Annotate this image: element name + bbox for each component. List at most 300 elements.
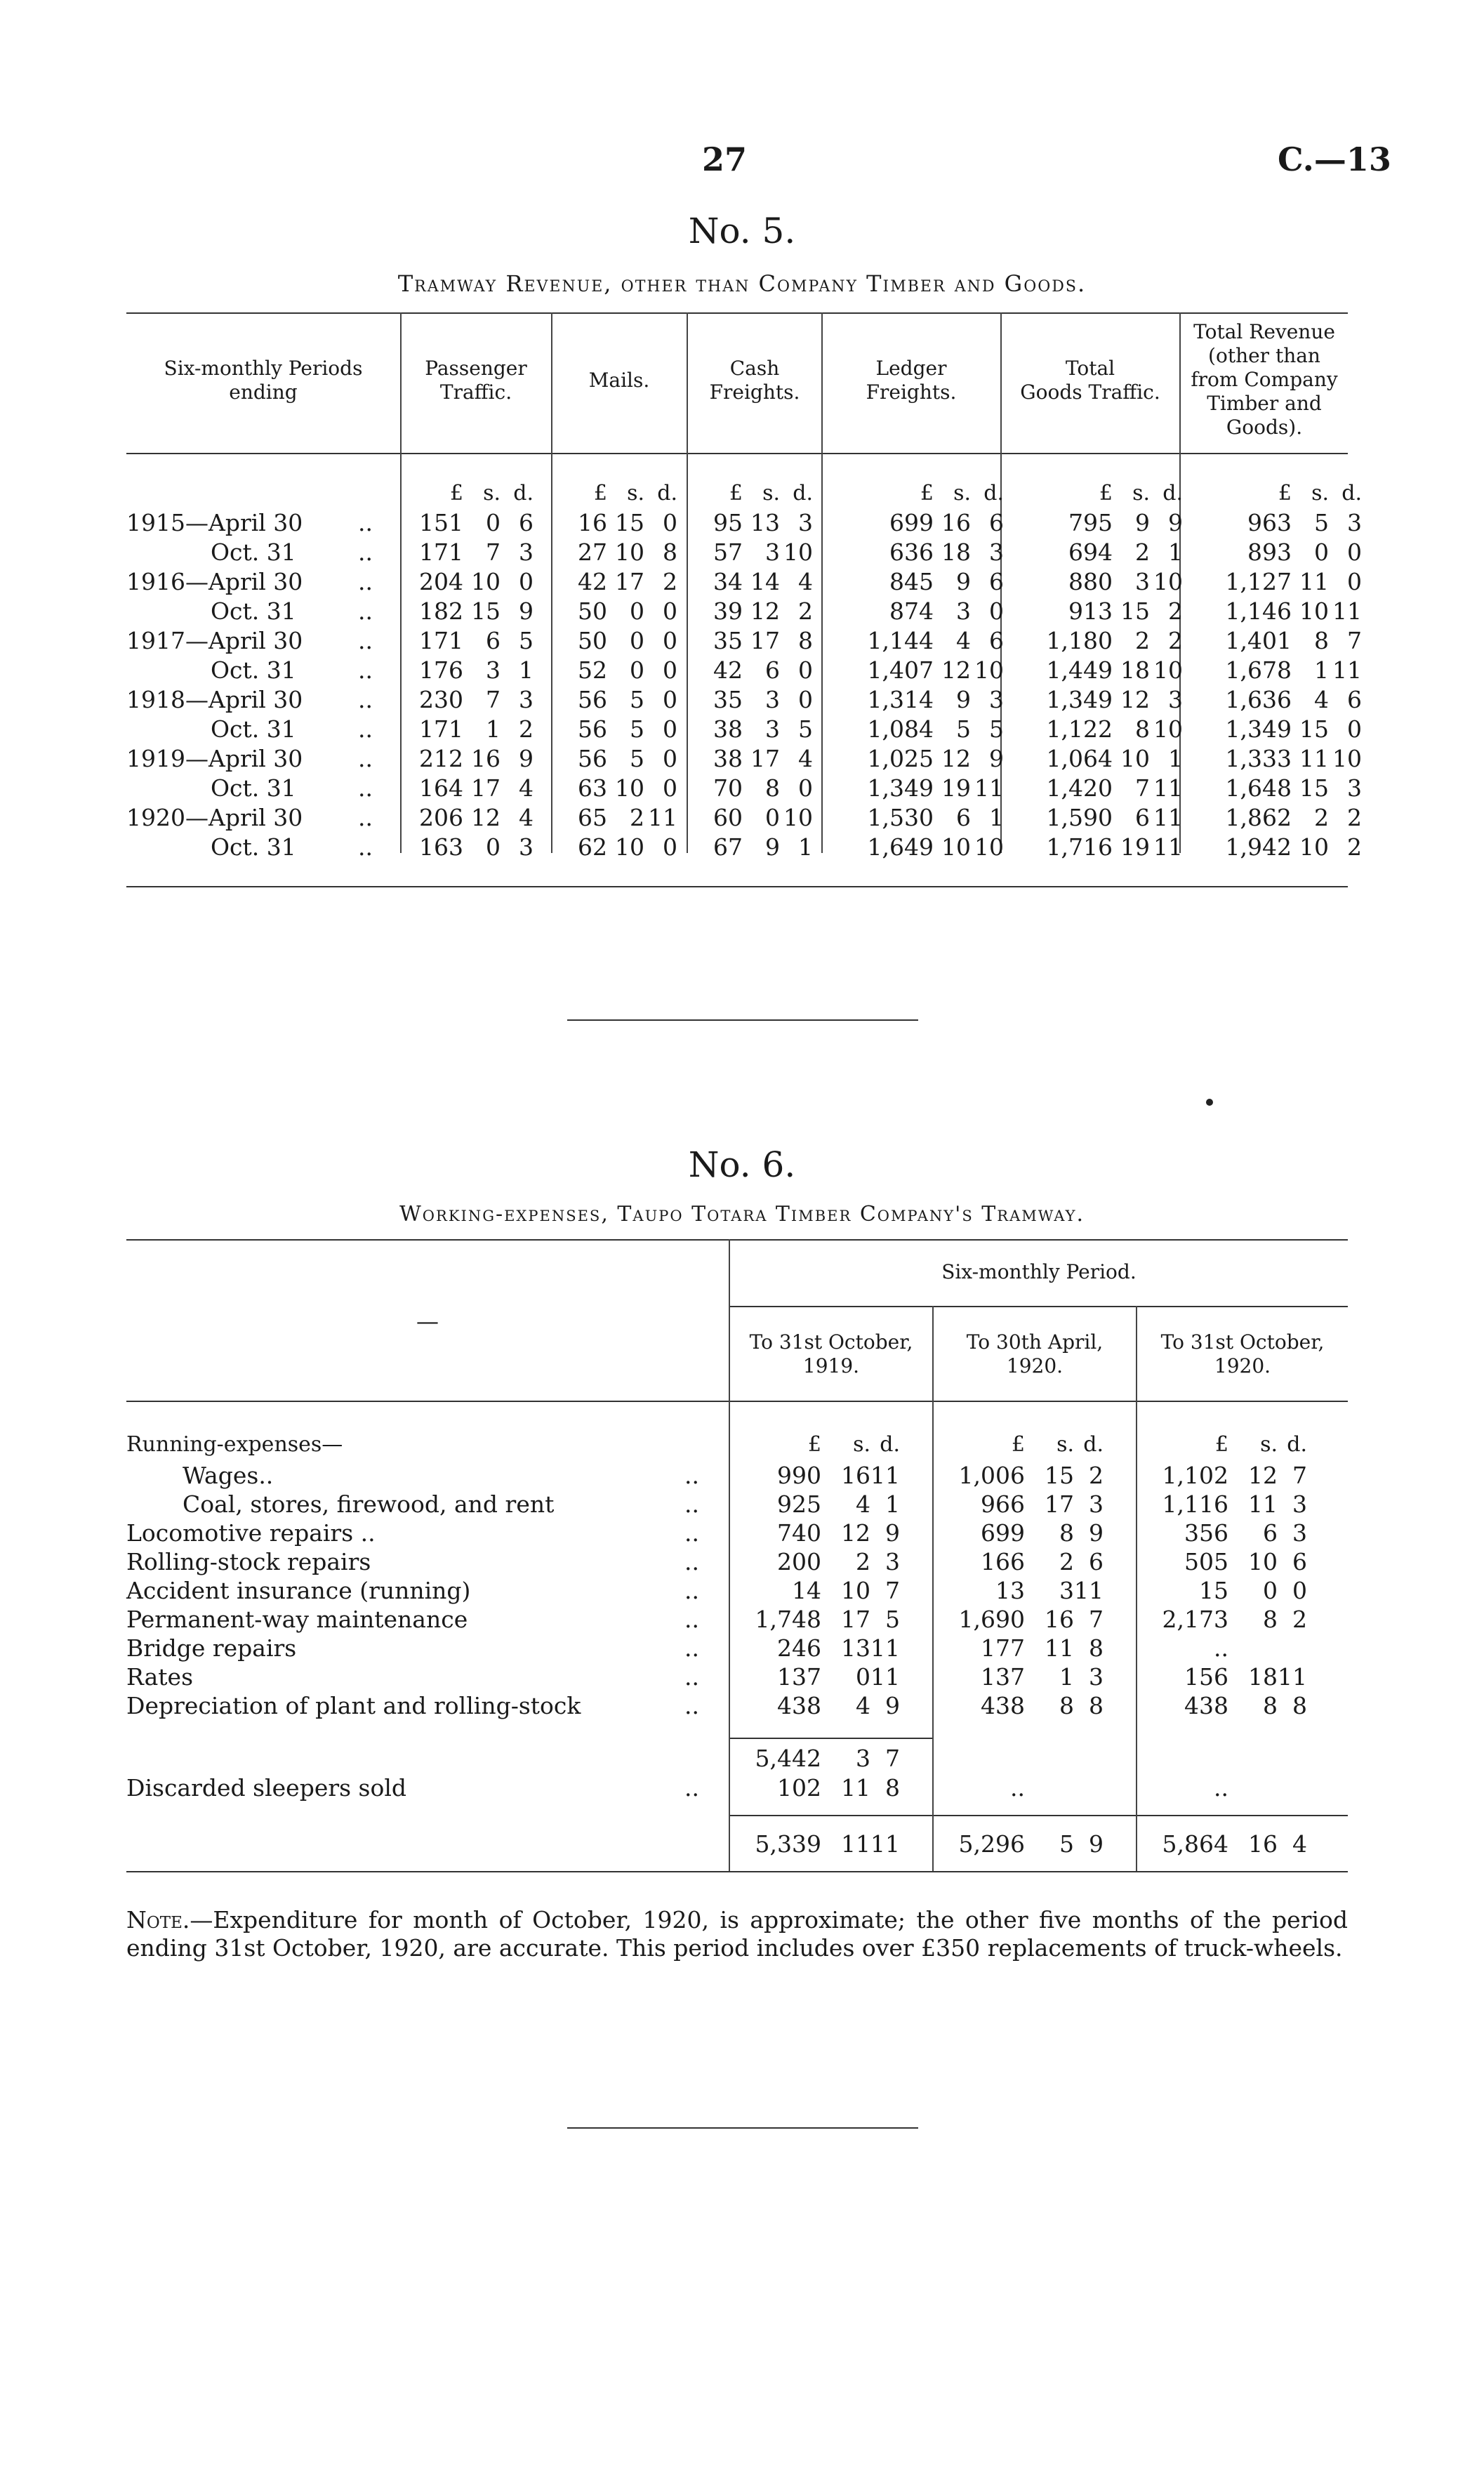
leader-dots: .. bbox=[684, 1490, 699, 1518]
amount-cell: 2 bbox=[663, 568, 677, 595]
amount-cell: 0 bbox=[798, 686, 813, 713]
amount-cell: 1,349 bbox=[1046, 686, 1113, 713]
amount-cell: 9 bbox=[1089, 1830, 1104, 1858]
amount-cell: 1,349 bbox=[867, 774, 934, 802]
table5-header-passenger: Passenger Traffic. bbox=[425, 357, 527, 404]
amount-cell: 2 bbox=[630, 804, 644, 831]
amount-cell: 1 bbox=[798, 833, 813, 861]
amount-cell: 0 bbox=[663, 774, 677, 802]
expense-label: Coal, stores, firewood, and rent bbox=[183, 1490, 555, 1518]
leader-dots: .. bbox=[358, 804, 373, 831]
amount-cell: 845 bbox=[889, 568, 934, 595]
amount-cell: 16 bbox=[1045, 1606, 1074, 1633]
table5-unit-label: d. bbox=[793, 481, 813, 505]
amount-cell: 9 bbox=[765, 833, 780, 861]
amount-cell: 156 bbox=[1184, 1663, 1228, 1691]
table6-number: No. 6. bbox=[688, 1144, 796, 1185]
amount-cell: 6 bbox=[1135, 804, 1150, 831]
amount-cell: 4 bbox=[956, 627, 971, 654]
amount-cell: 8 bbox=[798, 627, 813, 654]
leader-dots: .. bbox=[684, 1548, 699, 1575]
amount-cell: 13 bbox=[750, 509, 780, 536]
amount-cell: 11 bbox=[974, 774, 1004, 802]
amount-cell: 12 bbox=[941, 745, 971, 772]
amount-cell: 16 bbox=[578, 509, 607, 536]
table-row bbox=[0, 833, 1484, 862]
amount-cell: 6 bbox=[519, 509, 534, 536]
table-row bbox=[0, 1519, 1484, 1548]
footer-rule bbox=[567, 2127, 918, 2129]
amount-cell: 438 bbox=[777, 1692, 821, 1719]
amount-cell: 4 bbox=[798, 568, 813, 595]
table5-unit-label: d. bbox=[983, 481, 1004, 505]
amount-cell: 3 bbox=[989, 686, 1004, 713]
table5-header-ledger: Ledger Freights. bbox=[866, 357, 957, 404]
amount-cell: 70 bbox=[713, 774, 743, 802]
table-row bbox=[0, 509, 1484, 538]
total-row bbox=[0, 1830, 1484, 1859]
amount-cell: 246 bbox=[777, 1634, 821, 1662]
amount-cell: 2 bbox=[1314, 804, 1329, 831]
amount-cell: 163 bbox=[419, 833, 463, 861]
table-row bbox=[0, 1692, 1484, 1721]
amount-cell: 9 bbox=[885, 1519, 900, 1547]
amount-cell: 966 bbox=[981, 1490, 1025, 1518]
page-number: 27 bbox=[702, 140, 748, 178]
table5-unit-label: £ bbox=[1099, 481, 1113, 505]
amount-cell: 7 bbox=[1347, 627, 1362, 654]
table-row bbox=[0, 627, 1484, 656]
amount-cell: 62 bbox=[578, 833, 607, 861]
table6-subtotal-rule bbox=[729, 1738, 932, 1739]
amount-cell: 12 bbox=[750, 597, 780, 625]
amount-cell: 2,173 bbox=[1162, 1606, 1228, 1633]
amount-cell: 9 bbox=[1089, 1519, 1104, 1547]
amount-cell: 38 bbox=[713, 745, 743, 772]
amount-cell: 2 bbox=[1168, 627, 1183, 654]
table-row bbox=[0, 1548, 1484, 1577]
amount-cell: 0 bbox=[663, 745, 677, 772]
amount-cell: 5 bbox=[885, 1606, 900, 1633]
amount-cell: 206 bbox=[419, 804, 463, 831]
table5-header-period: Six-monthly Periods ending bbox=[164, 357, 363, 404]
amount-cell: 1,146 bbox=[1225, 597, 1292, 625]
table-row bbox=[0, 1634, 1484, 1663]
period-label: Oct. 31 bbox=[211, 538, 296, 566]
amount-cell: 42 bbox=[578, 568, 607, 595]
table-row bbox=[0, 1774, 1484, 1803]
amount-cell: 13 bbox=[841, 1634, 870, 1662]
leader-dots: .. bbox=[358, 627, 373, 654]
amount-cell: 2 bbox=[519, 715, 534, 743]
amount-cell: 5,339 bbox=[755, 1830, 821, 1858]
amount-cell: 505 bbox=[1184, 1548, 1228, 1575]
amount-cell: 1,314 bbox=[867, 686, 934, 713]
period-label: Oct. 31 bbox=[211, 833, 296, 861]
table-row bbox=[0, 656, 1484, 685]
amount-cell: 11 bbox=[870, 1663, 900, 1691]
amount-cell: 11 bbox=[1074, 1577, 1104, 1604]
amount-cell: 1,102 bbox=[1162, 1462, 1228, 1489]
amount-cell: 15 bbox=[1299, 774, 1329, 802]
period-label: 1916—April 30 bbox=[126, 568, 303, 595]
table6-stub-header: — bbox=[416, 1308, 439, 1335]
amount-cell: 35 bbox=[713, 627, 743, 654]
amount-cell: 8 bbox=[1263, 1606, 1278, 1633]
amount-cell: 2 bbox=[1135, 538, 1150, 566]
table5-unit-label: d. bbox=[1162, 481, 1183, 505]
amount-cell: 35 bbox=[713, 686, 743, 713]
amount-cell: 7 bbox=[1135, 774, 1150, 802]
amount-cell: 893 bbox=[1247, 538, 1292, 566]
amount-cell: 102 bbox=[777, 1774, 821, 1802]
table6-group-header: Six-monthly Period. bbox=[941, 1260, 1137, 1283]
table-row bbox=[0, 745, 1484, 774]
amount-cell: 56 bbox=[578, 715, 607, 743]
amount-cell: 10 bbox=[1153, 568, 1183, 595]
amount-cell: 10 bbox=[1299, 833, 1329, 861]
footnote-text: —Expenditure for month of October, 1920, is approximate; the other five months of the period ending 31st October, 1920, are accurate. This period includes over £350 replacements of truck-wheels. bbox=[126, 1906, 1348, 1962]
amount-cell: 12 bbox=[941, 656, 971, 684]
amount-cell: 740 bbox=[777, 1519, 821, 1547]
amount-cell: 0 bbox=[1314, 538, 1329, 566]
amount-cell: 1 bbox=[989, 804, 1004, 831]
leader-dots: .. bbox=[358, 715, 373, 743]
table6-unit-label: £ bbox=[1214, 1432, 1228, 1457]
ink-mark bbox=[1206, 1099, 1213, 1106]
amount-cell: 8 bbox=[1059, 1692, 1074, 1719]
table6-bottom-rule bbox=[126, 1871, 1348, 1872]
amount-cell: 1,401 bbox=[1225, 627, 1292, 654]
amount-cell: 10 bbox=[1153, 715, 1183, 743]
amount-cell: 42 bbox=[713, 656, 743, 684]
table-row bbox=[0, 774, 1484, 803]
amount-cell: 3 bbox=[519, 833, 534, 861]
table5-number: No. 5. bbox=[688, 211, 796, 251]
amount-cell: 699 bbox=[889, 509, 934, 536]
amount-cell: 3 bbox=[1347, 774, 1362, 802]
amount-cell: 0 bbox=[856, 1663, 870, 1691]
amount-cell: 16 bbox=[471, 745, 501, 772]
amount-cell: 1,006 bbox=[958, 1462, 1025, 1489]
amount-cell: 8 bbox=[1089, 1692, 1104, 1719]
amount-cell: 1,648 bbox=[1225, 774, 1292, 802]
table5-unit-label: s. bbox=[762, 481, 780, 505]
amount-cell: 8 bbox=[765, 774, 780, 802]
amount-cell: 5 bbox=[630, 715, 644, 743]
amount-cell: 1,449 bbox=[1046, 656, 1113, 684]
amount-cell: 3 bbox=[765, 715, 780, 743]
amount-cell: 11 bbox=[1153, 804, 1183, 831]
amount-cell: 11 bbox=[1248, 1490, 1278, 1518]
amount-cell: 2 bbox=[798, 597, 813, 625]
table5-header-cash: Cash Freights. bbox=[709, 357, 800, 404]
amount-cell: 0 bbox=[1347, 715, 1362, 743]
amount-cell: 1,716 bbox=[1046, 833, 1113, 861]
amount-cell: 6 bbox=[989, 627, 1004, 654]
amount-cell: 56 bbox=[578, 686, 607, 713]
table-row bbox=[0, 686, 1484, 715]
amount-cell: 19 bbox=[1120, 833, 1150, 861]
amount-cell: 880 bbox=[1068, 568, 1113, 595]
table5-unit-label: £ bbox=[593, 481, 607, 505]
period-label: 1917—April 30 bbox=[126, 627, 303, 654]
amount-cell: 2 bbox=[1347, 833, 1362, 861]
amount-cell: 0 bbox=[765, 804, 780, 831]
amount-cell: 27 bbox=[578, 538, 607, 566]
amount-cell: 9 bbox=[989, 745, 1004, 772]
subtotal-row bbox=[0, 1745, 1484, 1773]
amount-cell: 1,116 bbox=[1162, 1490, 1228, 1518]
table6-unit-label: s. bbox=[1260, 1432, 1278, 1457]
amount-cell: 6 bbox=[1089, 1548, 1104, 1575]
amount-cell: 16 bbox=[941, 509, 971, 536]
amount-cell: 7 bbox=[486, 538, 501, 566]
table6-unit-label: £ bbox=[1011, 1432, 1025, 1457]
amount-cell: 3 bbox=[1168, 686, 1183, 713]
amount-cell: .. bbox=[1214, 1774, 1228, 1802]
amount-cell: 2 bbox=[1168, 597, 1183, 625]
table6-top-rule bbox=[126, 1239, 1348, 1241]
amount-cell: 34 bbox=[713, 568, 743, 595]
amount-cell: 1,333 bbox=[1225, 745, 1292, 772]
amount-cell: 2 bbox=[1089, 1462, 1104, 1489]
amount-cell: 5,864 bbox=[1162, 1830, 1228, 1858]
period-label: Oct. 31 bbox=[211, 774, 296, 802]
amount-cell: 16 bbox=[1248, 1830, 1278, 1858]
leader-dots: .. bbox=[358, 833, 373, 861]
expense-label: Rolling-stock repairs bbox=[126, 1548, 371, 1575]
amount-cell: 3 bbox=[1089, 1490, 1104, 1518]
amount-cell: 1,678 bbox=[1225, 656, 1292, 684]
expense-label: Rates bbox=[126, 1663, 194, 1691]
table6-col-header-3: To 31st October, 1920. bbox=[1160, 1330, 1325, 1377]
amount-cell: 1,084 bbox=[867, 715, 934, 743]
leader-dots: .. bbox=[684, 1519, 699, 1547]
table5-title: Tramway Revenue, other than Company Timber and Goods. bbox=[397, 270, 1087, 297]
amount-cell: 166 bbox=[981, 1548, 1025, 1575]
table-row bbox=[0, 1663, 1484, 1692]
amount-cell: 15 bbox=[471, 597, 501, 625]
amount-cell: 1 bbox=[519, 656, 534, 684]
table5-header-total: Total Revenue (other than from Company Timber and Goods). bbox=[1191, 320, 1338, 439]
section-separator bbox=[567, 1019, 918, 1021]
table6-title: Working-expenses, Taupo Totara Timber Company's Tramway. bbox=[399, 1202, 1085, 1227]
table6-group-rule bbox=[729, 1306, 1348, 1307]
leader-dots: .. bbox=[684, 1462, 699, 1489]
amount-cell: 11 bbox=[1299, 745, 1329, 772]
amount-cell: 694 bbox=[1068, 538, 1113, 566]
amount-cell: 0 bbox=[663, 715, 677, 743]
amount-cell: 9 bbox=[519, 745, 534, 772]
amount-cell: 0 bbox=[663, 597, 677, 625]
table6-unit-label: s. bbox=[853, 1432, 870, 1457]
period-label: Oct. 31 bbox=[211, 597, 296, 625]
table5-unit-label: s. bbox=[953, 481, 971, 505]
amount-cell: 1 bbox=[1059, 1663, 1074, 1691]
amount-cell: 11 bbox=[1332, 597, 1362, 625]
table-row bbox=[0, 538, 1484, 567]
amount-cell: 3 bbox=[765, 538, 780, 566]
amount-cell: 14 bbox=[792, 1577, 821, 1604]
amount-cell: 1,590 bbox=[1046, 804, 1113, 831]
leader-dots: .. bbox=[684, 1692, 699, 1719]
table6-units bbox=[0, 1432, 1484, 1461]
amount-cell: 8 bbox=[1314, 627, 1329, 654]
table5-unit-label: d. bbox=[657, 481, 677, 505]
amount-cell: 137 bbox=[777, 1663, 821, 1691]
amount-cell: 10 bbox=[783, 804, 813, 831]
amount-cell: 17 bbox=[750, 627, 780, 654]
amount-cell: 17 bbox=[841, 1606, 870, 1633]
amount-cell: 2 bbox=[1347, 804, 1362, 831]
amount-cell: 1,025 bbox=[867, 745, 934, 772]
amount-cell: 164 bbox=[419, 774, 463, 802]
amount-cell: 137 bbox=[981, 1663, 1025, 1691]
amount-cell: 0 bbox=[663, 833, 677, 861]
amount-cell: 17 bbox=[750, 745, 780, 772]
amount-cell: 8 bbox=[663, 538, 677, 566]
amount-cell: 2 bbox=[1135, 627, 1150, 654]
table-row bbox=[0, 597, 1484, 626]
table5-unit-label: £ bbox=[920, 481, 934, 505]
amount-cell: .. bbox=[1010, 1774, 1025, 1802]
amount-cell: 177 bbox=[981, 1634, 1025, 1662]
amount-cell: 10 bbox=[941, 833, 971, 861]
amount-cell: 12 bbox=[1120, 686, 1150, 713]
table5-unit-label: s. bbox=[1132, 481, 1150, 505]
amount-cell: 17 bbox=[1045, 1490, 1074, 1518]
table5-unit-label: s. bbox=[1311, 481, 1329, 505]
amount-cell: 4 bbox=[1292, 1830, 1307, 1858]
footnote-title: Note. bbox=[126, 1906, 190, 1933]
table6-unit-label: d. bbox=[880, 1432, 900, 1457]
amount-cell: 6 bbox=[989, 568, 1004, 595]
expense-label: Bridge repairs bbox=[126, 1634, 297, 1662]
table5-unit-label: £ bbox=[1278, 481, 1292, 505]
amount-cell: 5 bbox=[798, 715, 813, 743]
amount-cell: 12 bbox=[1248, 1462, 1278, 1489]
period-label: 1918—April 30 bbox=[126, 686, 303, 713]
amount-cell: 913 bbox=[1068, 597, 1113, 625]
amount-cell: 10 bbox=[783, 538, 813, 566]
amount-cell: 0 bbox=[798, 656, 813, 684]
amount-cell: 7 bbox=[885, 1577, 900, 1604]
amount-cell: 3 bbox=[519, 686, 534, 713]
amount-cell: 699 bbox=[981, 1519, 1025, 1547]
amount-cell: 874 bbox=[889, 597, 934, 625]
period-label: Oct. 31 bbox=[211, 715, 296, 743]
amount-cell: 52 bbox=[578, 656, 607, 684]
amount-cell: 1,649 bbox=[867, 833, 934, 861]
amount-cell: 10 bbox=[1153, 656, 1183, 684]
amount-cell: 15 bbox=[1199, 1577, 1228, 1604]
table5-header-mails: Mails. bbox=[588, 369, 650, 392]
expense-label: Accident insurance (running) bbox=[126, 1577, 471, 1604]
amount-cell: 0 bbox=[1263, 1577, 1278, 1604]
amount-cell: 39 bbox=[713, 597, 743, 625]
amount-cell: 11 bbox=[1045, 1634, 1074, 1662]
section-label: Running-expenses— bbox=[126, 1432, 343, 1457]
amount-cell: 10 bbox=[1248, 1548, 1278, 1575]
amount-cell: 18 bbox=[1120, 656, 1150, 684]
amount-cell: 10 bbox=[615, 538, 644, 566]
amount-cell: 50 bbox=[578, 597, 607, 625]
table5-units bbox=[0, 481, 1484, 510]
amount-cell: 56 bbox=[578, 745, 607, 772]
table5-unit-label: £ bbox=[449, 481, 463, 505]
leader-dots: .. bbox=[358, 568, 373, 595]
amount-cell: 6 bbox=[765, 656, 780, 684]
expense-label: Permanent-way maintenance bbox=[126, 1606, 468, 1633]
amount-cell: 1 bbox=[1168, 538, 1183, 566]
amount-cell: 3 bbox=[956, 597, 971, 625]
leader-dots: .. bbox=[358, 538, 373, 566]
amount-cell: 3 bbox=[989, 538, 1004, 566]
table-row bbox=[0, 1606, 1484, 1634]
amount-cell: 4 bbox=[519, 774, 534, 802]
table-row bbox=[0, 1462, 1484, 1490]
amount-cell: 11 bbox=[1278, 1663, 1307, 1691]
table6-col-header-1: To 31st October, 1919. bbox=[749, 1330, 913, 1377]
amount-cell: 0 bbox=[486, 509, 501, 536]
amount-cell: 5 bbox=[989, 715, 1004, 743]
table-row bbox=[0, 1490, 1484, 1519]
expense-label: Locomotive repairs .. bbox=[126, 1519, 376, 1547]
amount-cell: 8 bbox=[1059, 1519, 1074, 1547]
amount-cell: 204 bbox=[419, 568, 463, 595]
amount-cell: 356 bbox=[1184, 1519, 1228, 1547]
amount-cell: 171 bbox=[419, 627, 463, 654]
amount-cell: 95 bbox=[713, 509, 743, 536]
table6-total-rule bbox=[729, 1815, 1348, 1816]
leader-dots: .. bbox=[358, 597, 373, 625]
amount-cell: 0 bbox=[798, 774, 813, 802]
amount-cell: 17 bbox=[615, 568, 644, 595]
amount-cell: 10 bbox=[615, 774, 644, 802]
amount-cell: 1,122 bbox=[1046, 715, 1113, 743]
amount-cell: 1 bbox=[486, 715, 501, 743]
amount-cell: 3 bbox=[765, 686, 780, 713]
amount-cell: 8 bbox=[1089, 1634, 1104, 1662]
amount-cell: 14 bbox=[750, 568, 780, 595]
amount-cell: 1,690 bbox=[958, 1606, 1025, 1633]
amount-cell: 5 bbox=[630, 745, 644, 772]
amount-cell: 11 bbox=[1299, 568, 1329, 595]
amount-cell: 18 bbox=[941, 538, 971, 566]
amount-cell: 10 bbox=[841, 1577, 870, 1604]
amount-cell: 438 bbox=[981, 1692, 1025, 1719]
amount-cell: 10 bbox=[974, 833, 1004, 861]
leader-dots: .. bbox=[684, 1577, 699, 1604]
table6-col-header-2: To 30th April, 1920. bbox=[966, 1330, 1104, 1377]
amount-cell: 438 bbox=[1184, 1692, 1228, 1719]
leader-dots: .. bbox=[358, 745, 373, 772]
amount-cell: 1,407 bbox=[867, 656, 934, 684]
amount-cell: 2 bbox=[1292, 1606, 1307, 1633]
amount-cell: 0 bbox=[989, 597, 1004, 625]
amount-cell: 18 bbox=[1248, 1663, 1278, 1691]
table5-unit-label: s. bbox=[483, 481, 501, 505]
amount-cell: 3 bbox=[1292, 1490, 1307, 1518]
amount-cell: 1 bbox=[885, 1490, 900, 1518]
amount-cell: 1,420 bbox=[1046, 774, 1113, 802]
amount-cell: 2 bbox=[1059, 1548, 1074, 1575]
amount-cell: 1,748 bbox=[755, 1606, 821, 1633]
amount-cell: 3 bbox=[856, 1745, 870, 1772]
amount-cell: 11 bbox=[870, 1830, 900, 1858]
amount-cell: 6 bbox=[1292, 1548, 1307, 1575]
